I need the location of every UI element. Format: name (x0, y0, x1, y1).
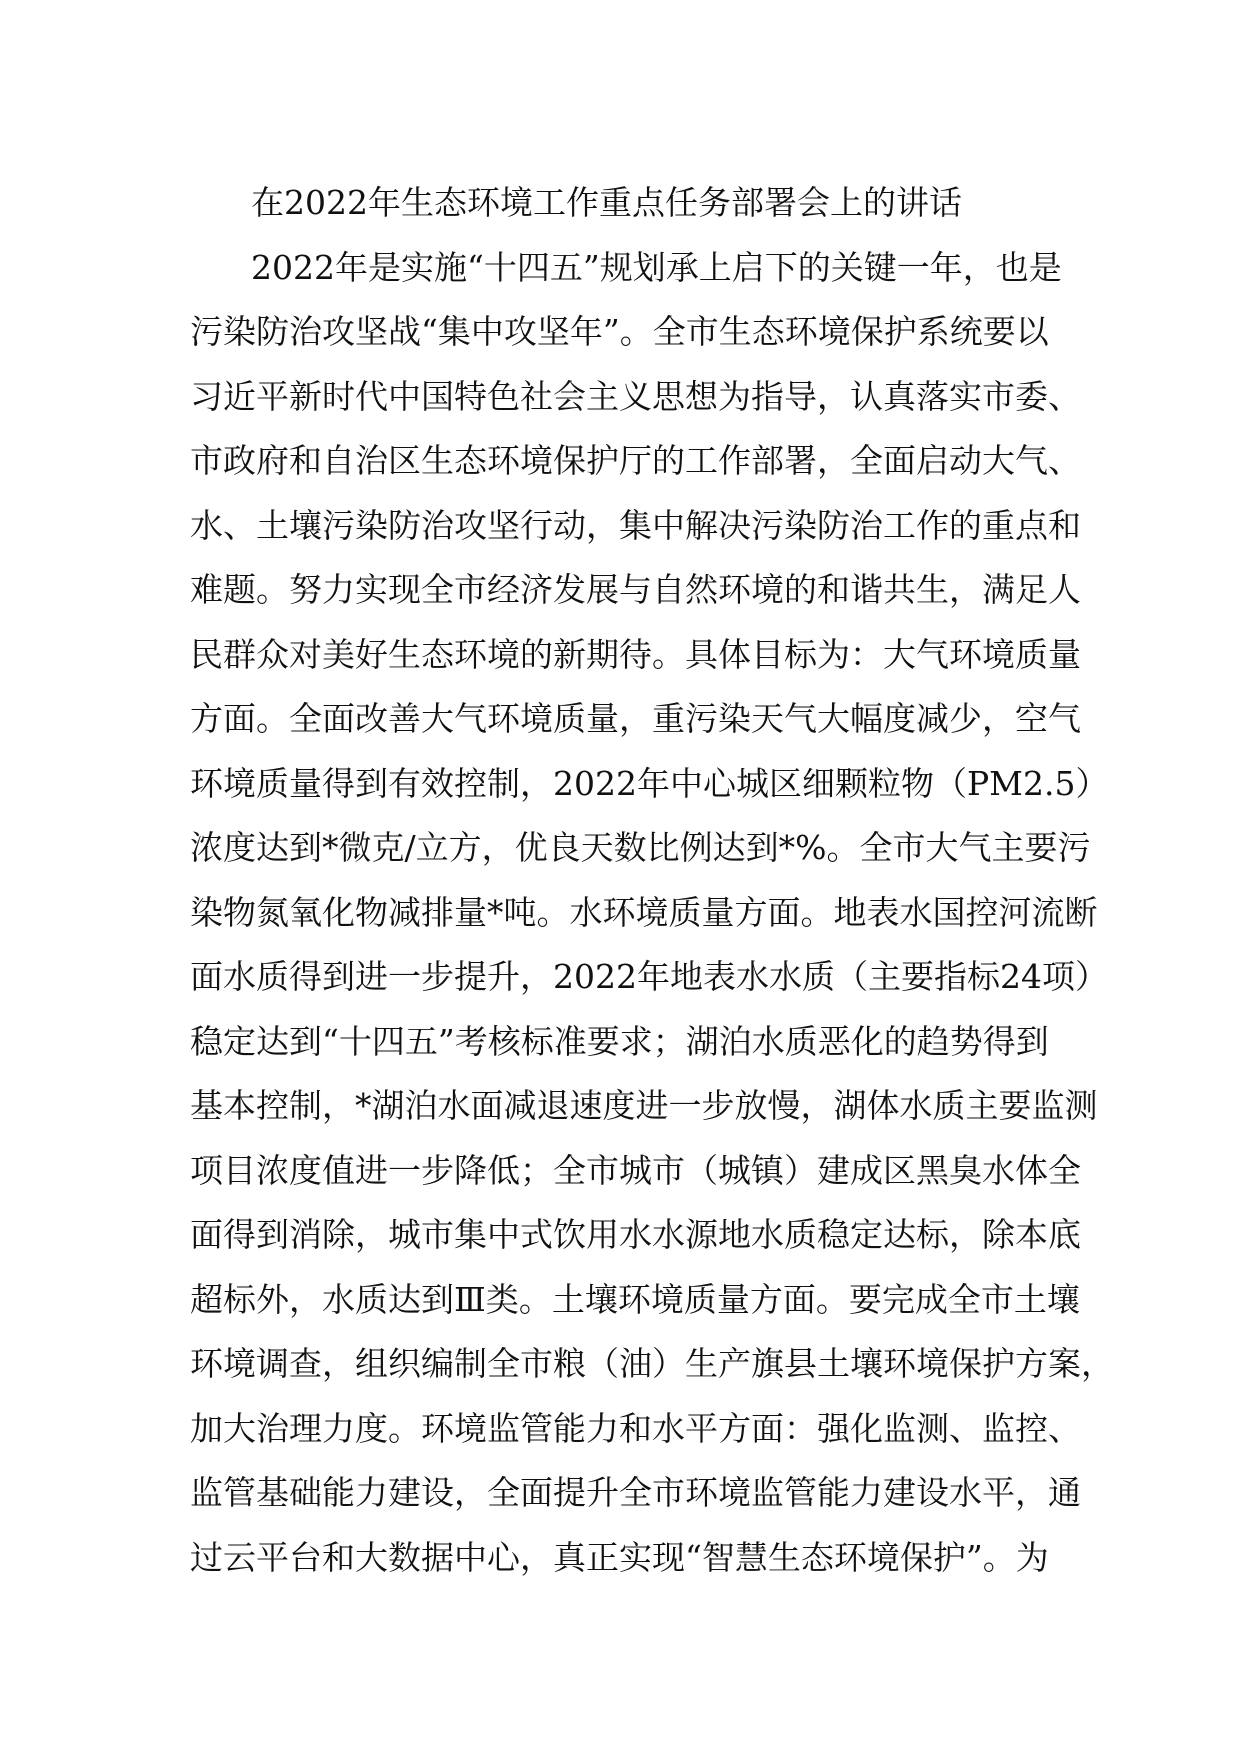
paragraph-line: 面水质得到进一步提升，2022年地表水水质（主要指标24项） (190, 957, 1108, 996)
paragraph-line: 2022年是实施“十四五”规划承上启下的关键一年，也是 (251, 247, 1062, 287)
paragraph-line: 监管基础能力建设，全面提升全市环境监管能力建设水平，通 (190, 1473, 1081, 1512)
paragraph-line: 面得到消除，城市集中式饮用水水源地水质稳定达标，除本底 (190, 1215, 1081, 1254)
paragraph-line: 市政府和自治区生态环境保护厅的工作部署，全面启动大气、 (190, 441, 1081, 480)
paragraph-line: 污染防治攻坚战“集中攻坚年”。全市生态环境保护系统要以 (190, 312, 1049, 351)
paragraph-line: 环境调查，组织编制全市粮（油）生产旗县土壤环境保护方案， (190, 1344, 1114, 1383)
paragraph-line: 环境质量得到有效控制，2022年中心城区细颗粒物（PM2.5） (190, 763, 1109, 803)
paragraph-line: 民群众对美好生态环境的新期待。具体目标为：大气环境质量 (190, 634, 1081, 674)
paragraph-line: 加大治理力度。环境监管能力和水平方面：强化监测、监控、 (190, 1408, 1081, 1448)
paragraph-line: 难题。努力实现全市经济发展与自然环境的和谐共生，满足人 (190, 570, 1081, 609)
paragraph-line: 水、土壤污染防治攻坚行动，集中解决污染防治工作的重点和 (190, 505, 1081, 545)
paragraph-line: 项目浓度值进一步降低；全市城市（城镇）建成区黑臭水体全 (190, 1150, 1081, 1190)
document-body (190, 171, 1114, 1590)
paragraph-line: 浓度达到*微克/立方，优良天数比例达到*%。全市大气主要污 (190, 828, 1091, 867)
paragraph-line: 稳定达到“十四五”考核标准要求；湖泊水质恶化的趋势得到 (190, 1021, 1049, 1061)
paragraph-line: 习近平新时代中国特色社会主义思想为指导，认真落实市委、 (190, 376, 1081, 416)
paragraph-line: 染物氮氧化物减排量*吨。水环境质量方面。地表水国控河流断 (190, 892, 1098, 932)
paragraph-line: 基本控制，*湖泊水面减退速度进一步放慢，湖体水质主要监测 (190, 1086, 1098, 1125)
paragraph-line: 过云平台和大数据中心，真正实现“智慧生态环境保护”。为 (190, 1537, 1049, 1577)
paragraph-line: 超标外，水质达到Ⅲ类。土壤环境质量方面。要完成全市土壤 (190, 1279, 1080, 1319)
document-title: 在2022年生态环境工作重点任务部署会上的讲话 (251, 183, 962, 222)
paragraph-line: 方面。全面改善大气环境质量，重污染天气大幅度减少，空气 (190, 699, 1081, 738)
